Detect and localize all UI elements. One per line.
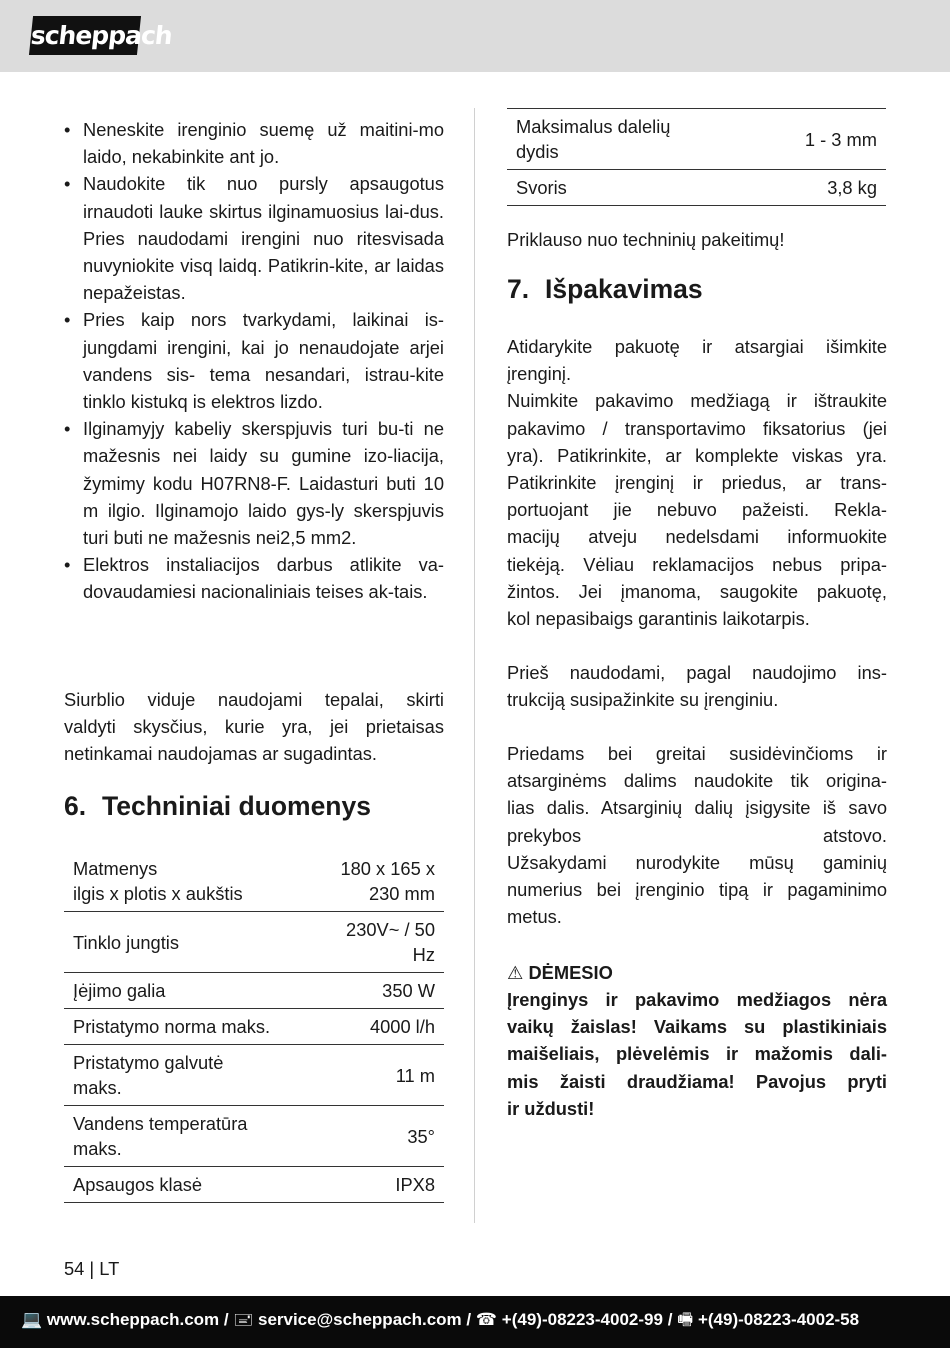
spec-label-line: Pristatymo norma maks.: [73, 1016, 271, 1037]
website-link[interactable]: www.scheppach.com: [46, 1310, 220, 1329]
paragraph-line: tiekėją. Vėliau reklamacijos nebus pripa-: [507, 553, 887, 575]
spec-value-line: Hz: [412, 944, 435, 965]
spec-label-line: Įėjimo galia: [73, 980, 166, 1001]
bullet-line: Elektros instaliacijos darbus atlikite va-: [83, 554, 444, 576]
paragraph-line: Prieš naudodami, pagal naudojimo ins-: [507, 662, 887, 683]
warning-line: mis žaisti draudžiama! Pavojus pryti: [507, 1070, 887, 1092]
bullet-line: dovaudamiesi nacionaliniais teises ak-: [83, 581, 394, 603]
paragraph-line: metus.: [507, 906, 562, 928]
spec-value: [756, 109, 886, 170]
spec-row: [64, 1167, 444, 1203]
separator: /: [223, 1310, 229, 1329]
spec-value: [313, 1009, 444, 1045]
paragraph-line: Siurblio viduje naudojami tepalai, skirti: [64, 689, 444, 710]
spec-label-line: Vandens temperatūra: [73, 1113, 248, 1134]
phone-icon: ☎: [475, 1310, 498, 1329]
spec-label: [64, 1045, 313, 1106]
bullet-item: [64, 306, 444, 415]
spec-label-line: maks.: [73, 1138, 122, 1159]
header-band: [0, 0, 950, 72]
spec-label-line: Maksimalus dalelių: [516, 116, 671, 137]
spec-label-line: ilgis x plotis x aukštis: [73, 883, 243, 904]
bullet-line: 2,5 mm2.: [280, 527, 357, 549]
spec-row: [64, 1045, 444, 1106]
contact-footer: [0, 1296, 950, 1348]
spare-parts-paragraph: [507, 740, 887, 930]
column-divider: [474, 108, 475, 1223]
bullet-line: liacija, žymimy kodu H07RN8-F. Laidas: [83, 445, 444, 494]
paragraph-line: pakavimo / transportavimo fiksatorius (jei: [507, 417, 887, 439]
spec-label-line: Tinklo jungtis: [73, 931, 180, 953]
spec-value-line: 230V~ / 50: [346, 919, 435, 940]
spec-row: [507, 109, 886, 170]
warning-text: [507, 986, 887, 1122]
paragraph-line: Užsakydami nurodykite mūsų gaminių: [507, 851, 887, 873]
mail-icon: 🖃: [233, 1310, 254, 1329]
paragraph-line: lias dalis. Atsarginių dalių įsigysite iš savo: [507, 797, 887, 819]
bullet-item: [64, 415, 444, 551]
bullet-line: kite tinklo kistukq is elektros lizdo.: [83, 363, 444, 413]
spec-row: [64, 851, 444, 912]
bullet-item: [64, 551, 444, 605]
spec-label: [64, 973, 313, 1009]
bullet-line: tais.: [393, 581, 428, 603]
paragraph-line: valdyti skysčius, kurie yra, jei prietaisas: [64, 716, 444, 738]
spec-label: [64, 912, 313, 973]
technical-data-table: [64, 851, 444, 1203]
spec-value: [313, 851, 444, 912]
fax-icon: 🖷: [677, 1310, 694, 1329]
spec-row: [64, 912, 444, 973]
oil-notice-paragraph: [64, 686, 444, 768]
spec-value: [313, 1106, 444, 1167]
spec-value-line: 35°: [407, 1125, 435, 1147]
spec-value: [313, 973, 444, 1009]
spec-value-line: 3,8 kg: [827, 177, 877, 198]
warning-line: vaikų žaislas! Vaikams su plastikiniais: [507, 1016, 887, 1038]
separator: /: [667, 1310, 673, 1329]
bullet-line: Neneskite irenginio suemę už maitini-: [83, 119, 419, 140]
spec-value: [313, 1167, 444, 1203]
section-7-heading: [507, 273, 703, 305]
separator: /: [466, 1310, 472, 1329]
instructions-paragraph: [507, 659, 887, 713]
section-title-text: Išpakavimas: [545, 274, 703, 304]
paragraph-line: žintos. Jei įmanoma, saugokite pakuotę,: [507, 580, 887, 602]
spec-value-line: 350 W: [382, 980, 435, 1001]
bullet-line: jei vandens sis- tema nesandari, istrau-: [83, 336, 444, 385]
spec-label: [64, 1009, 313, 1045]
bullet-line: Pries kaip nors tvarkydami, laikinai is-: [83, 309, 444, 331]
spec-label: [64, 1106, 313, 1167]
email-link[interactable]: service@scheppach.com: [257, 1310, 462, 1329]
paragraph-line: Priedams bei greitai susidėvinčioms ir: [507, 743, 887, 764]
warning-line: ir uždusti!: [507, 1097, 595, 1119]
warning-line: Įrenginys ir pakavimo medžiagos nėra: [507, 989, 887, 1010]
spec-value-line: 4000 l/h: [369, 1016, 435, 1037]
bullet-line: visada nuvyniokite visq laidq. Patikrin-: [83, 227, 444, 277]
spec-label-line: dydis: [516, 141, 559, 162]
bullet-line: turi buti 10 m ilgio. Ilginamojo laido gys-: [83, 472, 444, 521]
change-notice: Priklauso nuo techninių pakeitimų!: [507, 229, 785, 250]
spec-label-line: Svoris: [516, 177, 567, 198]
spec-label-line: Matmenys: [73, 858, 158, 879]
warning-heading: [507, 959, 613, 986]
paragraph-line: atsarginėms dalims naudokite tik origina-: [507, 770, 887, 792]
warning-title: DĖMESIO: [528, 962, 613, 983]
spec-value: [756, 170, 886, 206]
spec-label-line: Pristatymo galvutė: [73, 1052, 224, 1073]
bullet-line: mo laido, nekabinkite ant jo.: [83, 119, 444, 168]
spec-row: [507, 170, 886, 206]
bullet-line: kite, ar laidas nepažeistas.: [83, 255, 444, 304]
spec-row: [64, 973, 444, 1009]
warning-line: maišeliais, plėvelėmis ir mažomis dali-: [507, 1043, 887, 1065]
bullet-line: Ilginamyjy kabeliy skerspjuvis turi bu-: [83, 418, 405, 440]
fax-number: +(49)-08223-4002-58: [697, 1310, 860, 1329]
paragraph-line: prekybos atstovo.: [507, 824, 887, 846]
bullet-line: ti ne mažesnis nei laidy su gumine izo-: [83, 418, 444, 467]
bullet-line: ly skerspjuvis turi buti ne mažesnis nei: [83, 499, 444, 549]
section-number: 6.: [64, 791, 87, 821]
section-number: 7.: [507, 274, 530, 304]
section-6-heading: [64, 790, 371, 822]
brand-logo: scheppach: [29, 16, 141, 55]
bullet-item: [64, 170, 444, 306]
spec-label: [507, 109, 756, 170]
paragraph-line: yra). Patikrinkite, ar komplekte viskas yra.: [507, 444, 887, 466]
paragraph-line: netinkamai naudojamas ar sugadintas.: [64, 743, 378, 765]
spec-label: [507, 170, 756, 206]
warning-triangle-icon: ⚠: [507, 962, 524, 983]
bullet-line: naudoti lauke skirtus ilginamuosius lai-: [93, 200, 410, 222]
spec-label-line: maks.: [73, 1077, 122, 1098]
paragraph-line: įrenginį.: [507, 363, 572, 385]
spec-value-line: 180 x 165 x: [340, 858, 435, 879]
page-number: 54 | LT: [64, 1258, 120, 1279]
spec-label: [64, 1167, 313, 1203]
paragraph-line: portuojant jie nebuvo pažeisti. Rekla-: [507, 499, 887, 521]
bullet-line: jungdami irengini, kai jo nenaudojate ar: [83, 336, 426, 358]
phone-number: +(49)-08223-4002-99: [501, 1310, 663, 1329]
spec-row: [64, 1106, 444, 1167]
paragraph-line: macijų atveju nedelsdami informuokite: [507, 526, 887, 548]
bullet-line: dus. Pries naudodami irengini nuo rites: [83, 200, 444, 249]
page-number-value: 54: [64, 1258, 85, 1279]
spec-label: [64, 851, 313, 912]
bullet-item: [64, 116, 444, 170]
spec-value-line: IPX8: [395, 1174, 435, 1195]
spec-label-line: Apsaugos klasė: [73, 1174, 203, 1195]
paragraph-line: Nuimkite pakavimo medžiagą ir ištraukite: [507, 390, 887, 412]
computer-icon: 💻: [21, 1310, 43, 1329]
language-code: LT: [99, 1258, 120, 1279]
bullet-line: Naudokite tik nuo pursly apsaugotus ir: [83, 173, 444, 222]
spec-row: [64, 1009, 444, 1045]
paragraph-line: trukciją susipažinkite su įrenginiu.: [507, 689, 779, 711]
spec-value: [313, 1045, 444, 1106]
paragraph-line: kol nepasibaigs garantinis laikotarpis.: [507, 608, 810, 630]
paragraph-line: numerius bei įrenginio tipą ir pagaminimo: [507, 879, 887, 901]
paragraph-line: Atidarykite pakuotę ir atsargiai išimkite: [507, 336, 887, 357]
spec-value-line: 230 mm: [368, 883, 435, 904]
spec-value: [313, 912, 444, 973]
safety-bullet-list: [64, 116, 444, 606]
spec-value-line: 11 m: [395, 1064, 435, 1086]
spec-value-line: 1 - 3 mm: [804, 128, 877, 150]
paragraph-line: Patikrinkite įrenginį ir priedus, ar trans-: [507, 472, 887, 494]
section-title-text: Techniniai duomenys: [102, 791, 371, 821]
unpacking-paragraph: [507, 333, 887, 632]
technical-data-table-continued: [507, 108, 886, 206]
